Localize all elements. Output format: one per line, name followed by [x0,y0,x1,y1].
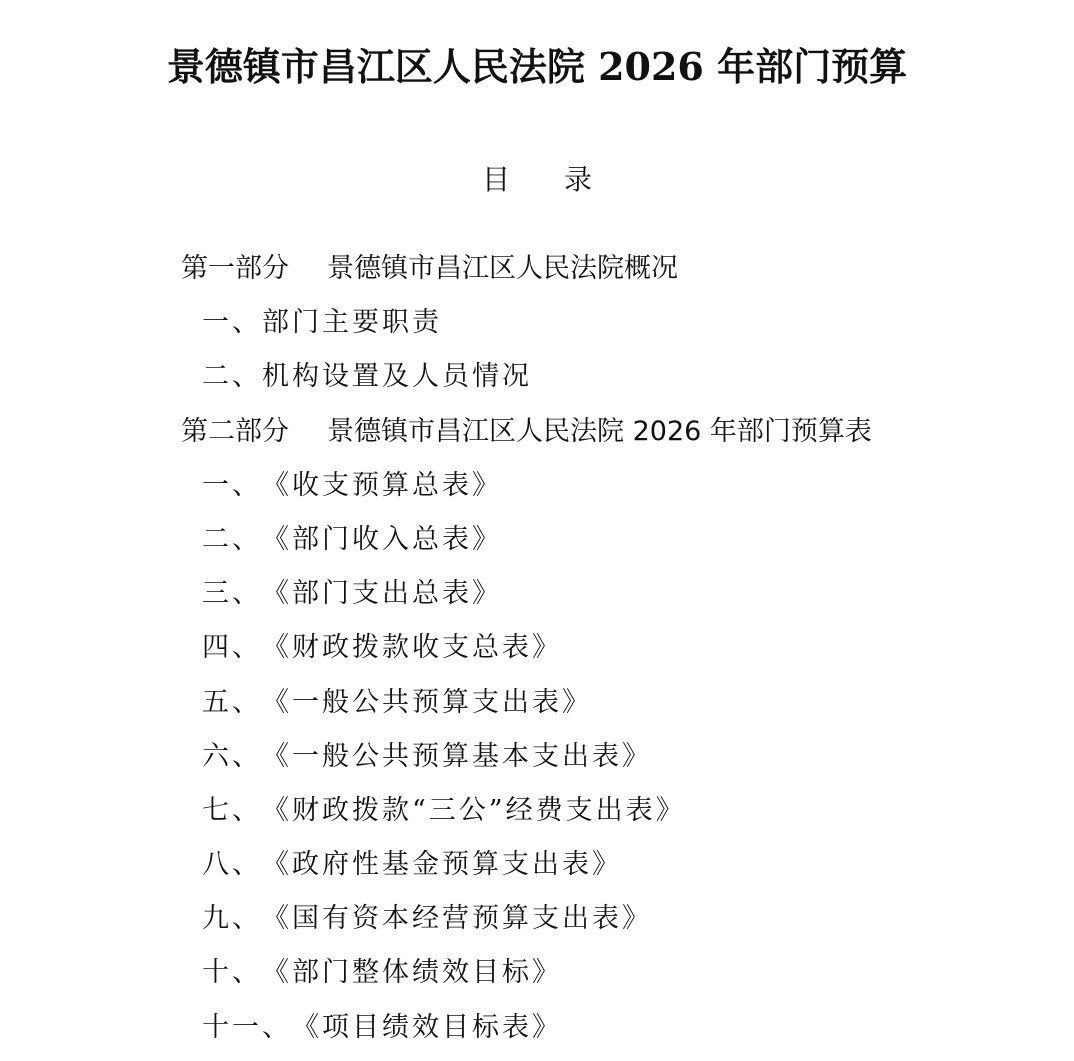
toc-item-number: 二、 [202,361,262,393]
toc-item-number: 八、 [202,849,262,881]
toc-item-title: 《部门收入总表》 [262,523,502,555]
toc-item-title: 《财政拨款收支总表》 [262,632,562,664]
toc-item-number: 十一、 [202,1011,292,1043]
toc-part-1[interactable] [0,248,1074,302]
toc-item[interactable] [0,465,1074,519]
toc-item-title: 机构设置及人员情况 [262,361,532,393]
table-of-contents [0,248,1074,1061]
toc-part-title: 景德镇市昌江区人民法院概况 [327,253,678,284]
toc-item-title: 《部门支出总表》 [262,578,502,610]
toc-item-title: 部门主要职责 [262,307,442,339]
toc-item-number: 六、 [202,740,262,772]
toc-item[interactable] [0,844,1074,898]
toc-item-number: 三、 [202,578,262,610]
toc-item[interactable] [0,682,1074,736]
toc-item[interactable] [0,898,1074,952]
toc-item-number: 九、 [202,903,262,935]
toc-item-number: 一、 [202,469,262,501]
toc-part-number: 第二部分 [181,415,289,447]
toc-item-title: 《政府性基金预算支出表》 [262,849,622,881]
toc-item-title: 《财政拨款“三公”经费支出表》 [262,794,686,826]
toc-heading-char-1: 目 [481,163,510,196]
toc-item-number: 十、 [202,957,262,989]
toc-item[interactable] [0,952,1074,1006]
toc-heading [0,160,1074,200]
toc-item-title: 《项目绩效目标表》 [292,1011,562,1043]
toc-item-title: 《部门整体绩效目标》 [262,957,562,989]
toc-part-2[interactable] [0,411,1074,465]
toc-part-title: 景德镇市昌江区人民法院 2026 年部门预算表 [327,415,872,447]
toc-item-number: 五、 [202,686,262,718]
toc-item-title: 《收支预算总表》 [262,469,502,501]
toc-item-title: 《国有资本经营预算支出表》 [262,903,652,935]
toc-item[interactable] [0,736,1074,790]
toc-item[interactable] [0,790,1074,844]
toc-item[interactable] [0,1007,1074,1061]
toc-item-title: 《一般公共预算基本支出表》 [262,740,652,772]
toc-part-number: 第一部分 [181,253,289,284]
toc-item-number: 四、 [202,632,262,664]
toc-item[interactable] [0,627,1074,681]
toc-item-title: 《一般公共预算支出表》 [262,686,592,718]
toc-item[interactable] [0,302,1074,356]
toc-item[interactable] [0,519,1074,573]
toc-heading-char-2: 录 [564,163,593,196]
toc-item-number: 一、 [202,307,262,339]
toc-item-number: 二、 [202,523,262,555]
document-title: 景德镇市昌江区人民法院 2026 年部门预算 [166,44,908,89]
toc-item[interactable] [0,573,1074,627]
toc-item[interactable] [0,356,1074,410]
toc-item-number: 七、 [202,794,262,826]
